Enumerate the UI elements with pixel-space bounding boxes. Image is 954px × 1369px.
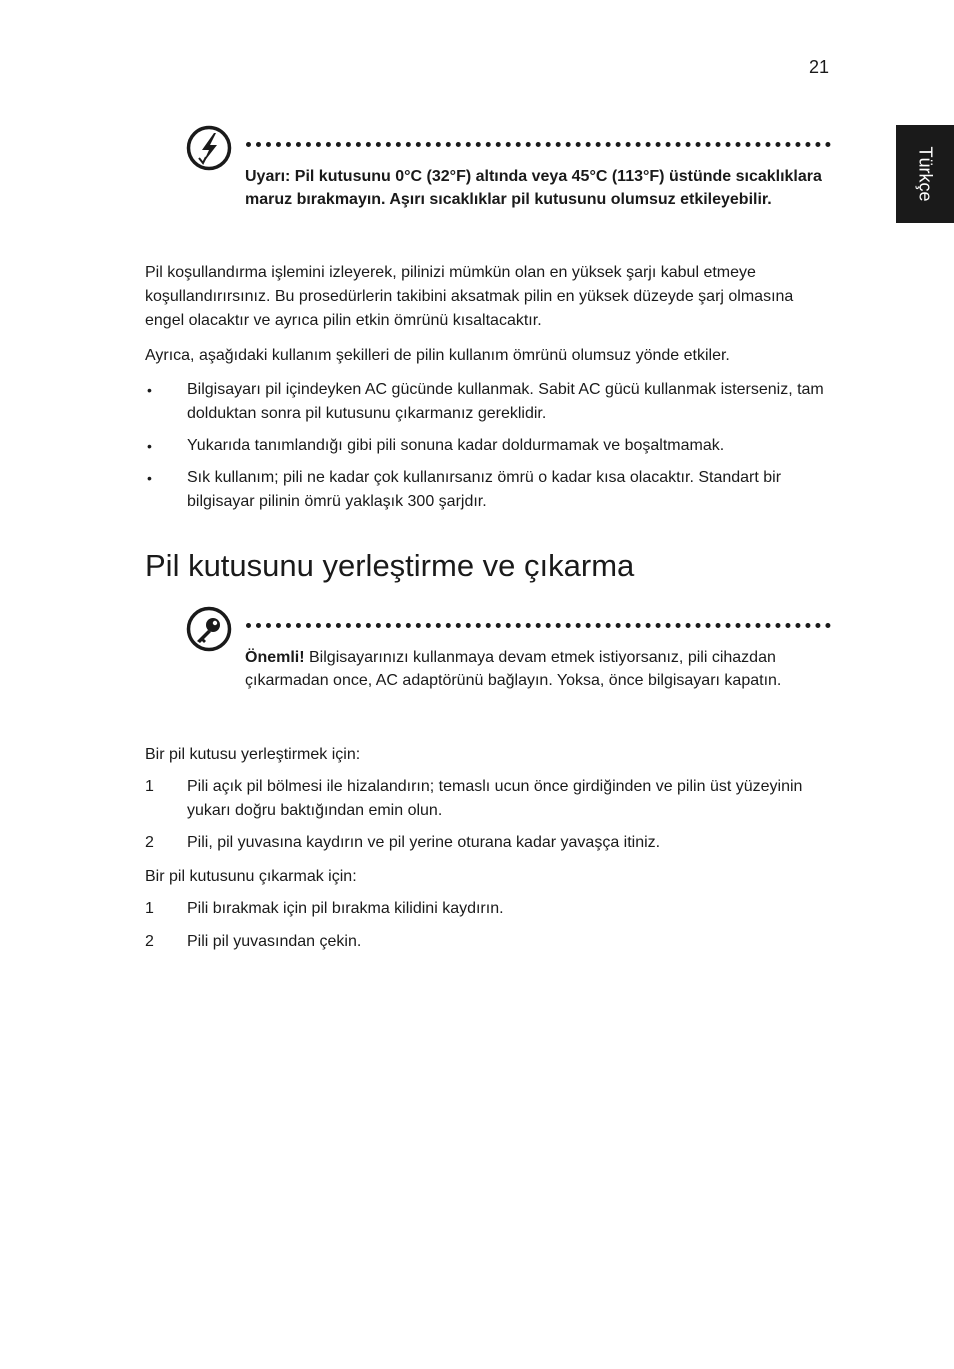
insert-intro: Bir pil kutusu yerleştirmek için: (145, 746, 361, 763)
intro-paragraph: Pil koşullandırma işlemini izleyerek, pilinizi mümkün olan en yüksek şarjı kabul etmeye koşullandırırsınız. Bu prosedürlerin takibini aksatmak pilin en yüksek düzeyde şarj olmasına engel olacaktır ve ayrıca pilin etkin ömrünü kısaltacaktır. (145, 264, 794, 329)
important-text (245, 646, 831, 692)
step-text: Pili pil yuvasından çekin. (187, 933, 362, 950)
key-important-icon (186, 606, 232, 652)
important-body: Bilgisayarınızı kullanmaya devam etmek istiyorsanız, pili cihazdan çıkarmadan once, AC adaptörünü bağlayın. Yoksa, önce bilgisayarı kapatın. (245, 649, 782, 689)
list-item (145, 831, 835, 855)
list-item (145, 466, 835, 514)
important-notice (186, 606, 831, 721)
language-tab (896, 125, 954, 223)
bullet-marker: • (147, 382, 152, 398)
step-number: 1 (145, 778, 154, 795)
important-divider (246, 623, 831, 628)
bullet-marker: • (147, 470, 152, 486)
section-title: Pil kutusunu yerleştirme ve çıkarma (145, 548, 635, 583)
step-text: Pili bırakmak için pil bırakma kilidini kaydırın. (187, 900, 504, 917)
page-number: 21 (808, 57, 829, 77)
list-item (145, 434, 835, 458)
list-item (145, 378, 835, 426)
list-item (145, 930, 835, 954)
list-item (145, 775, 835, 823)
remove-intro: Bir pil kutusunu çıkarmak için: (145, 868, 357, 885)
warning-text: Uyarı: Pil kutusunu 0°C (32°F) altında veya 45°C (113°F) üstünde sıcaklıklara maruz bırakmayın. Aşırı sıcaklıklar pil kutusunu olumsuz etkileyebilir. (245, 168, 822, 208)
usage-intro: Ayrıca, aşağıdaki kullanım şekilleri de pilin kullanım ömrünü olumsuz yönde etkiler. (145, 347, 730, 364)
step-text: Pili, pil yuvasına kaydırın ve pil yerine oturana kadar yavaşça itiniz. (187, 834, 661, 851)
language-tab-label: Türkçe (915, 146, 936, 202)
list-item (145, 897, 835, 921)
step-number: 2 (145, 834, 154, 851)
list-item-text: Sık kullanım; pili ne kadar çok kullanırsanız ömrü o kadar kısa olacaktır. Standart bir bilgisayar pilinin ömrü yaklaşık 300 şarjdır. (187, 469, 782, 510)
bullet-marker: • (147, 438, 152, 454)
warning-notice (186, 125, 831, 240)
important-label: Önemli! (245, 649, 305, 666)
warning-divider (246, 142, 831, 147)
list-item-text: Bilgisayarı pil içindeyken AC gücünde kullanmak. Sabit AC gücü kullanmak isterseniz, tam dolduktan sonra pil kutusunu çıkarmanız gereklidir. (187, 381, 824, 422)
step-text: Pili açık pil bölmesi ile hizalandırın; temaslı ucun önce girdiğinden ve pilin üst yüzeyinin yukarı doğru baktığından emin olun. (187, 778, 803, 819)
step-number: 1 (145, 900, 154, 917)
list-item-text: Yukarıda tanımlandığı gibi pili sonuna kadar doldurmamak ve boşaltmamak. (187, 437, 725, 454)
step-number: 2 (145, 933, 154, 950)
lightning-warning-icon (186, 125, 232, 171)
